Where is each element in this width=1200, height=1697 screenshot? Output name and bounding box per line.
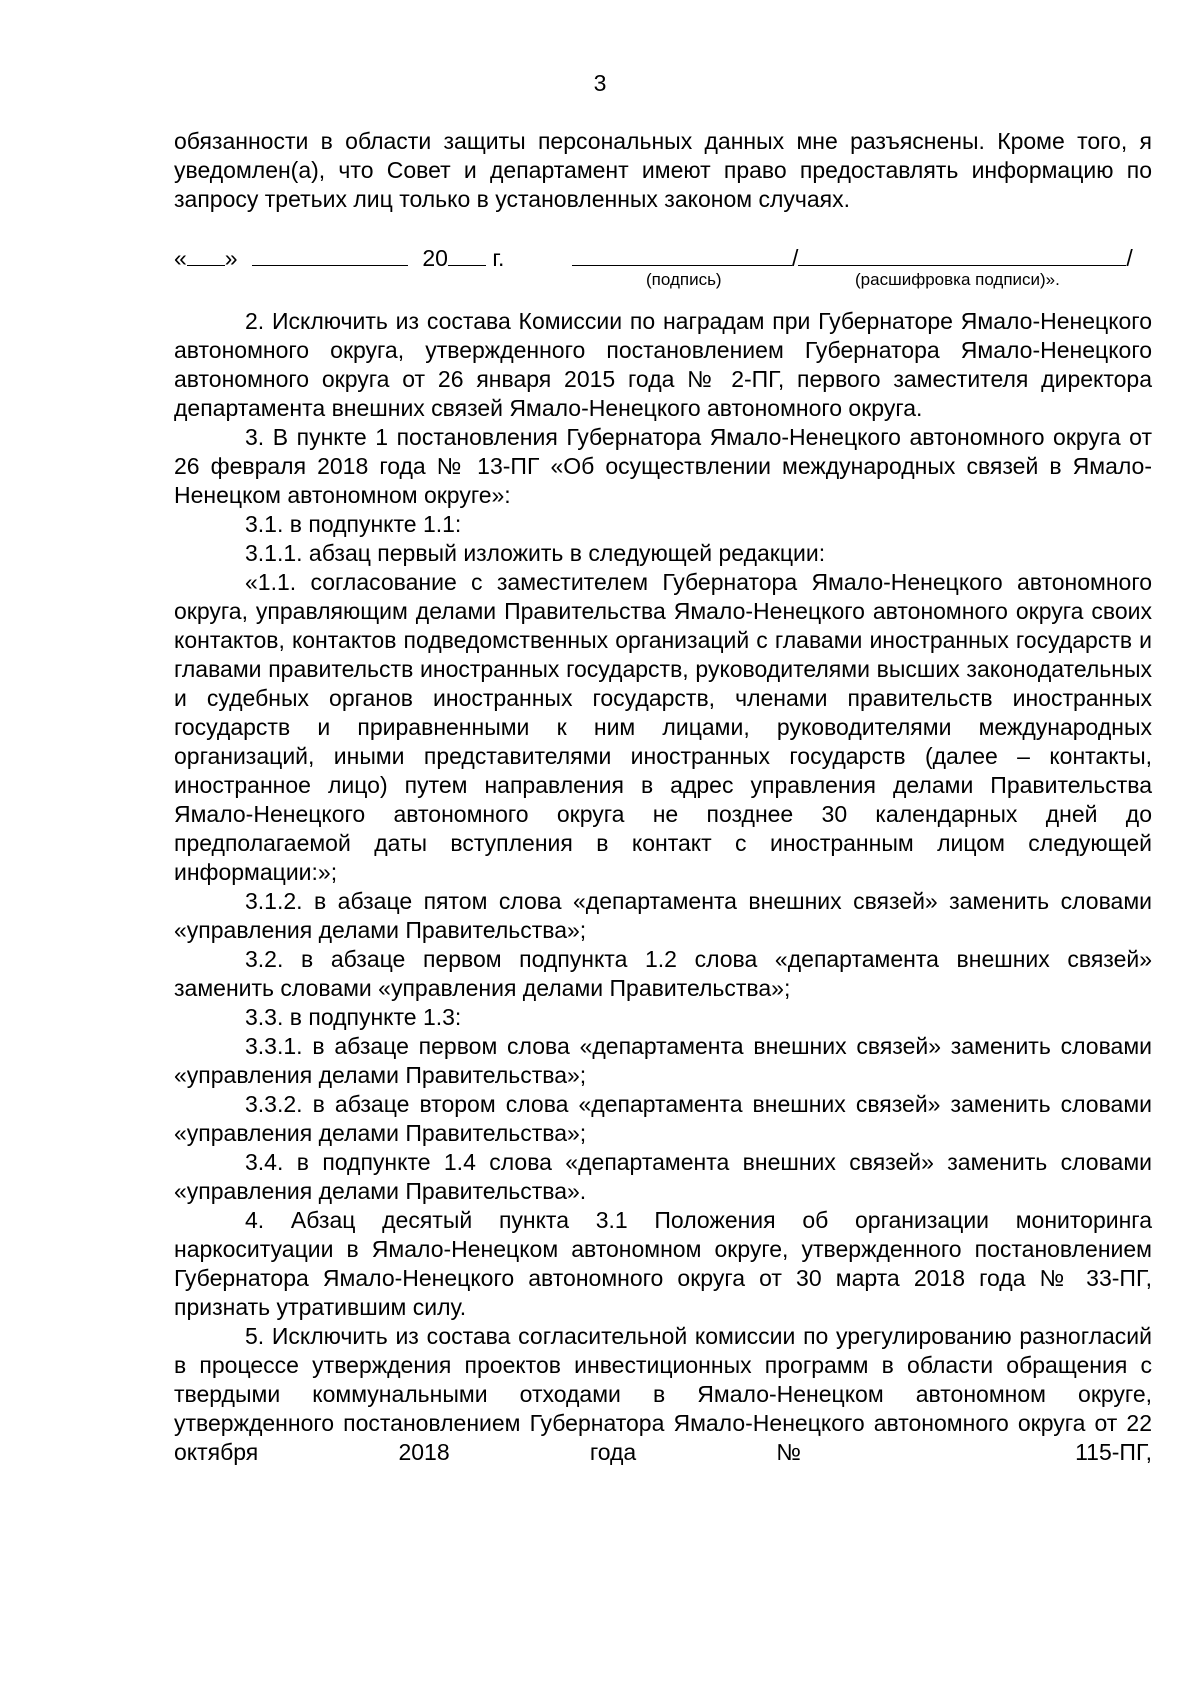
quote-open: « [174, 245, 187, 271]
paragraph-3-3-2: 3.3.2. в абзаце втором слова «департамента внешних связей» заменить словами «управления делами Правительства»; [174, 1091, 1152, 1146]
paragraph-3-3-1: 3.3.1. в абзаце первом слова «департамента внешних связей» заменить словами «управления делами Правительства»; [174, 1033, 1152, 1088]
caption-signature: (подпись) [646, 270, 722, 289]
year-suffix: г. [485, 245, 505, 271]
quote-close: » [224, 245, 238, 271]
page-number: 3 [593, 70, 607, 96]
paragraph-3: 3. В пункте 1 постановления Губернатора Ямало-Ненецкого автономного округа от 26 февраля 2018 года № 13-ПГ «Об осуществлении международных связей в Ямало-Ненецком автономном округе»: [174, 424, 1152, 508]
year-blank [448, 243, 486, 266]
paragraph-3-3: 3.3. в подпункте 1.3: [245, 1004, 462, 1030]
paragraph-3-1-1: 3.1.1. абзац первый изложить в следующей редакции: [245, 540, 826, 566]
day-blank [187, 243, 225, 266]
paragraph-5: 5. Исключить из состава согласительной комиссии по урегулированию разногласий в процессе утверждения проектов инвестиционных программ в области обращения с твердыми коммунальными отходами в Ямало-Ненецком автономном округе, утвержденного постановлением Губернатора Ямало-Ненецкого автономного округа от 22 октября 2018 года № 115-ПГ, [174, 1323, 1152, 1465]
paragraph-4: 4. Абзац десятый пункта 3.1 Положения об организации мониторинга наркоситуации в Ямало-Ненецком автономном округе, утвержденного постановлением Губернатора Ямало-Ненецкого автономного округа от 30 марта 2018 года № 33-ПГ, признать утратившим силу. [174, 1207, 1152, 1320]
paragraph-2: 2. Исключить из состава Комиссии по наградам при Губернаторе Ямало-Ненецкого автономного округа, утвержденного постановлением Губернатора Ямало-Ненецкого автономного округа от 26 января 2015 года № 2-ПГ, первого заместителя директора департамента внешних связей Ямало-Ненецкого автономного округа. [174, 308, 1152, 421]
signature-block [174, 243, 1152, 307]
paragraph-3-1: 3.1. в подпункте 1.1: [245, 511, 462, 537]
slash-separator: / [792, 245, 799, 271]
intro-paragraph: обязанности в области защиты персональных данных мне разъяснены. Кроме того, я уведомлен(а), что Совет и департамент имеют право предоставлять информацию по запросу третьих лиц только в установленных законом случаях. [174, 128, 1152, 212]
paragraph-3-1-1-quote: «1.1. согласование с заместителем Губернатора Ямало-Ненецкого автономного округа, управляющим делами Правительства Ямало-Ненецкого автономного округа своих контактов, контактов подведомственных организаций с главами иностранных государств и главами правительств иностранных государств, руководителями высших законодательных и судебных органов иностранных государств, членами правительств иностранных государств и приравненными к ним лицами, руководителями международных организаций, иными представителями иностранных государств (далее – контакты, иностранное лицо) путем направления в адрес управления делами Правительства Ямало-Ненецкого автономного округа не позднее 30 календарных дней до предполагаемой даты вступления в контакт с иностранным лицом следующей информации:»; [174, 569, 1152, 885]
paragraph-3-4: 3.4. в подпункте 1.4 слова «департамента внешних связей» заменить словами «управления делами Правительства». [174, 1149, 1152, 1204]
signature-date-line [174, 243, 504, 273]
paragraph-3-2: 3.2. в абзаце первом подпункта 1.2 слова «департамента внешних связей» заменить словами «управления делами Правительства»; [174, 946, 1152, 1001]
name-decode-blank [798, 243, 1126, 266]
month-blank [252, 243, 408, 266]
paragraph-3-1-2: 3.1.2. в абзаце пятом слова «департамента внешних связей» заменить словами «управления делами Правительства»; [174, 888, 1152, 943]
document-body [174, 127, 1152, 1467]
slash-end: / [1126, 245, 1133, 271]
caption-decode: (расшифровка подписи)». [855, 270, 1060, 289]
year-prefix: 20 [422, 245, 448, 271]
signature-blank [572, 243, 792, 266]
